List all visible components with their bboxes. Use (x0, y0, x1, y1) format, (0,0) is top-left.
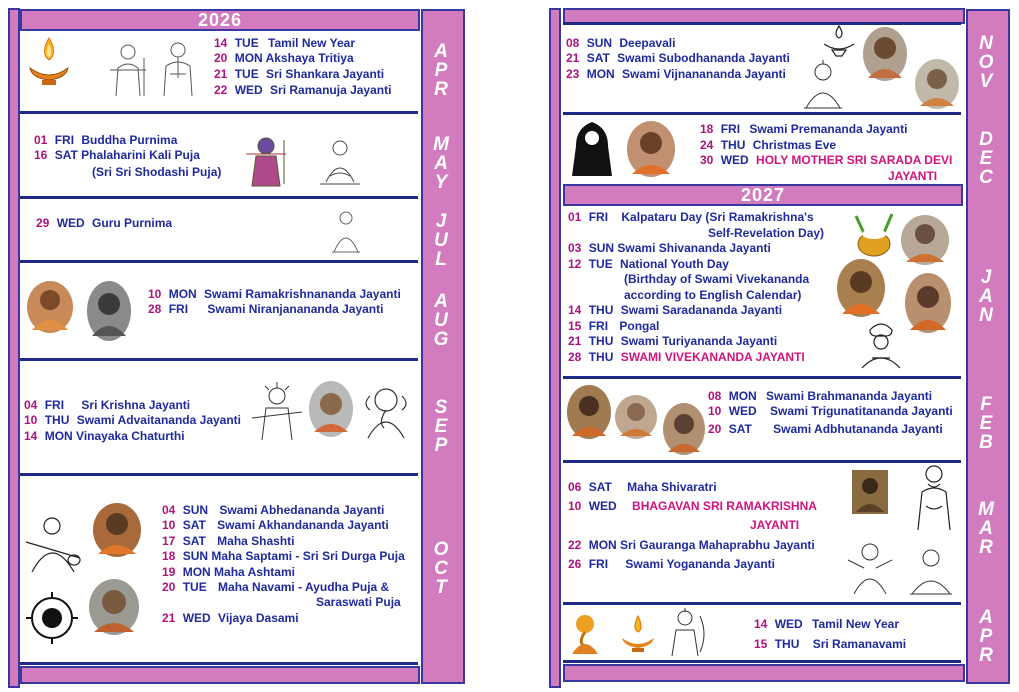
event-row: 06 SAT Maha Shivaratri (568, 480, 717, 494)
kali-icon (244, 134, 288, 188)
left-separator (20, 111, 418, 114)
month-label-may: M A Y (433, 134, 449, 193)
swami-portrait-icon (900, 214, 950, 266)
saraswati-sketch-icon (22, 512, 84, 576)
event-row: 23 MON Swami Vijnanananda Jayanti (566, 67, 786, 81)
event-row: 14 THU Swami Saradananda Jayanti (568, 303, 783, 317)
event-row: 16 SAT Phalaharini Kali Puja (34, 148, 200, 162)
event-row: 28 FRI Swami Niranjanananda Jayanti (148, 302, 384, 316)
swami-portrait-icon (626, 120, 676, 178)
vivekananda-sketch-icon (856, 318, 906, 370)
right-separator (563, 22, 961, 25)
swami-portrait-icon (88, 578, 140, 636)
swami-portrait-icon (914, 58, 960, 110)
right-separator (563, 660, 961, 663)
right-separator (563, 112, 961, 115)
event-row: 15 FRI Pongal (568, 319, 660, 333)
month-label-apr-2027: A P R (979, 607, 993, 666)
event-row: 08 MON Swami Brahmananda Jayanti (708, 389, 933, 403)
month-label-apr: A P R (434, 41, 448, 100)
pongal-pot-icon (848, 206, 900, 258)
left-separator (20, 473, 418, 476)
month-label-nov: N O V (978, 33, 994, 92)
event-row: 20 SAT Swami Adbhutananda Jayanti (708, 422, 943, 436)
right-separator (563, 602, 961, 605)
event-row: 14 MON Vinayaka Chaturthi (24, 429, 185, 443)
event-row: 10 MON Swami Ramakrishnananda Jayanti (148, 287, 401, 301)
event-row: 10 WED Swami Trigunatitananda Jayanti (708, 404, 953, 418)
event-row: 14 WED Tamil New Year (754, 617, 899, 631)
left-bottom-bar (20, 666, 420, 684)
event-row: 28 THU SWAMI VIVEKANANDA JAYANTI (568, 350, 805, 364)
event-row: JAYANTI (888, 169, 938, 183)
event-row: 21 SAT Swami Subodhananda Jayanti (566, 51, 790, 65)
deity-sketch-icon (800, 58, 846, 110)
event-row: (Birthday of Swami Vivekananda (624, 272, 810, 286)
ganesha-icon (568, 612, 602, 656)
month-label-aug: A U G (433, 291, 449, 350)
right-page-left-edge (549, 8, 561, 688)
month-label-dec: D E C (979, 129, 993, 188)
left-year-label: 2026 (197, 10, 243, 30)
acharya-sketch-icon (104, 40, 152, 98)
event-row: 26 FRI Swami Yogananda Jayanti (568, 557, 775, 571)
event-row: 24 THU Christmas Eve (700, 138, 837, 152)
krishna-sketch-icon (248, 380, 306, 442)
left-separator (20, 358, 418, 361)
event-row: 10 THU Swami Advaitananda Jayanti (24, 413, 241, 427)
swami-portrait-icon (566, 384, 612, 440)
right-bottom-bar (563, 664, 965, 682)
month-label-sep: S E P (434, 397, 448, 456)
event-row: 19 MON Maha Ashtami (162, 565, 295, 579)
yogananda-sketch-icon (906, 546, 956, 596)
left-separator (20, 196, 418, 199)
oil-lamp-icon (620, 614, 656, 654)
event-row: 18 SUN Maha Saptami - Sri Sri Durga Puja (162, 549, 405, 563)
diya-sketch-icon (822, 24, 856, 58)
month-label-jan: J A N (979, 267, 993, 326)
swami-portrait-icon (308, 380, 354, 438)
left-separator (20, 260, 418, 263)
swami-portrait-icon (662, 402, 706, 456)
event-row: 21 WED Vijaya Dasami (162, 611, 299, 625)
event-row: 22 WED Sri Ramanuja Jayanti (214, 83, 392, 97)
month-label-jul: J U L (434, 211, 448, 270)
swami-portrait-icon (86, 280, 132, 342)
event-row: (Sri Sri Shodashi Puja) (92, 165, 222, 179)
holy-mother-sketch-icon (566, 118, 618, 178)
event-row: 04 FRI Sri Krishna Jayanti (24, 398, 191, 412)
right-separator (563, 460, 961, 463)
ganesha-sketch-icon (360, 382, 412, 440)
gauranga-sketch-icon (844, 540, 896, 596)
event-row: 20 TUE Maha Navami - Ayudha Puja & (162, 580, 390, 594)
swami-portrait-icon (862, 26, 908, 82)
ramakrishna-portrait-icon (852, 470, 888, 514)
event-row: 30 WED HOLY MOTHER SRI SARADA DEVI (700, 153, 953, 167)
event-row: 01 FRI Kalpataru Day (Sri Ramakrishna's (568, 210, 814, 224)
right-year-bar (563, 184, 963, 206)
event-row: 12 TUE National Youth Day (568, 257, 729, 271)
event-row: 14 TUE Tamil New Year (214, 36, 355, 50)
event-row: JAYANTI (750, 518, 800, 532)
event-row: 21 TUE Sri Shankara Jayanti (214, 67, 385, 81)
swami-portrait-icon (92, 502, 142, 558)
right-year-label: 2027 (740, 185, 786, 205)
event-row: 10 WED BHAGAVAN SRI RAMAKRISHNA (568, 499, 817, 513)
event-row: 03 SUN Swami Shivananda Jayanti (568, 241, 771, 255)
left-year-bar (20, 9, 420, 31)
month-label-mar: M A R (978, 499, 994, 558)
event-row: Self-Revelation Day) (708, 226, 825, 240)
ramanuja-sketch-icon (156, 38, 200, 98)
swami-portrait-icon (614, 394, 658, 440)
event-row: 15 THU Sri Ramanavami (754, 637, 907, 651)
guru-sketch-icon (330, 208, 362, 254)
event-row: 20 MON Akshaya Tritiya (214, 51, 354, 65)
swami-portrait-icon (26, 280, 74, 334)
ramakrishna-sketch-icon (908, 462, 960, 532)
event-row: 29 WED Guru Purnima (36, 216, 173, 230)
event-row: 22 MON Sri Gauranga Mahaprabhu Jayanti (568, 538, 815, 552)
event-row: 17 SAT Maha Shashti (162, 534, 295, 548)
month-label-feb: F E B (979, 394, 993, 453)
buddha-sketch-icon (316, 136, 364, 188)
oil-lamp-icon (26, 34, 72, 88)
right-month-sidebar (966, 9, 1010, 684)
event-row: 04 SUN Swami Abhedananda Jayanti (162, 503, 385, 517)
swami-portrait-icon (904, 272, 952, 334)
rama-sketch-icon (664, 606, 706, 658)
event-row: 01 FRI Buddha Purnima (34, 133, 178, 147)
left-separator (20, 662, 418, 665)
right-separator (563, 376, 961, 379)
event-row: 10 SAT Swami Akhandananda Jayanti (162, 518, 389, 532)
durga-sketch-icon (24, 590, 80, 646)
event-row: according to English Calendar) (624, 288, 802, 302)
event-row: 18 FRI Swami Premananda Jayanti (700, 122, 908, 136)
left-page-left-edge (8, 8, 20, 688)
month-label-oct: O C T (433, 539, 449, 598)
event-row: Saraswati Puja (316, 595, 401, 609)
event-row: 08 SUN Deepavali (566, 36, 676, 50)
swami-portrait-icon (836, 258, 886, 318)
event-row: 21 THU Swami Turiyananda Jayanti (568, 334, 778, 348)
